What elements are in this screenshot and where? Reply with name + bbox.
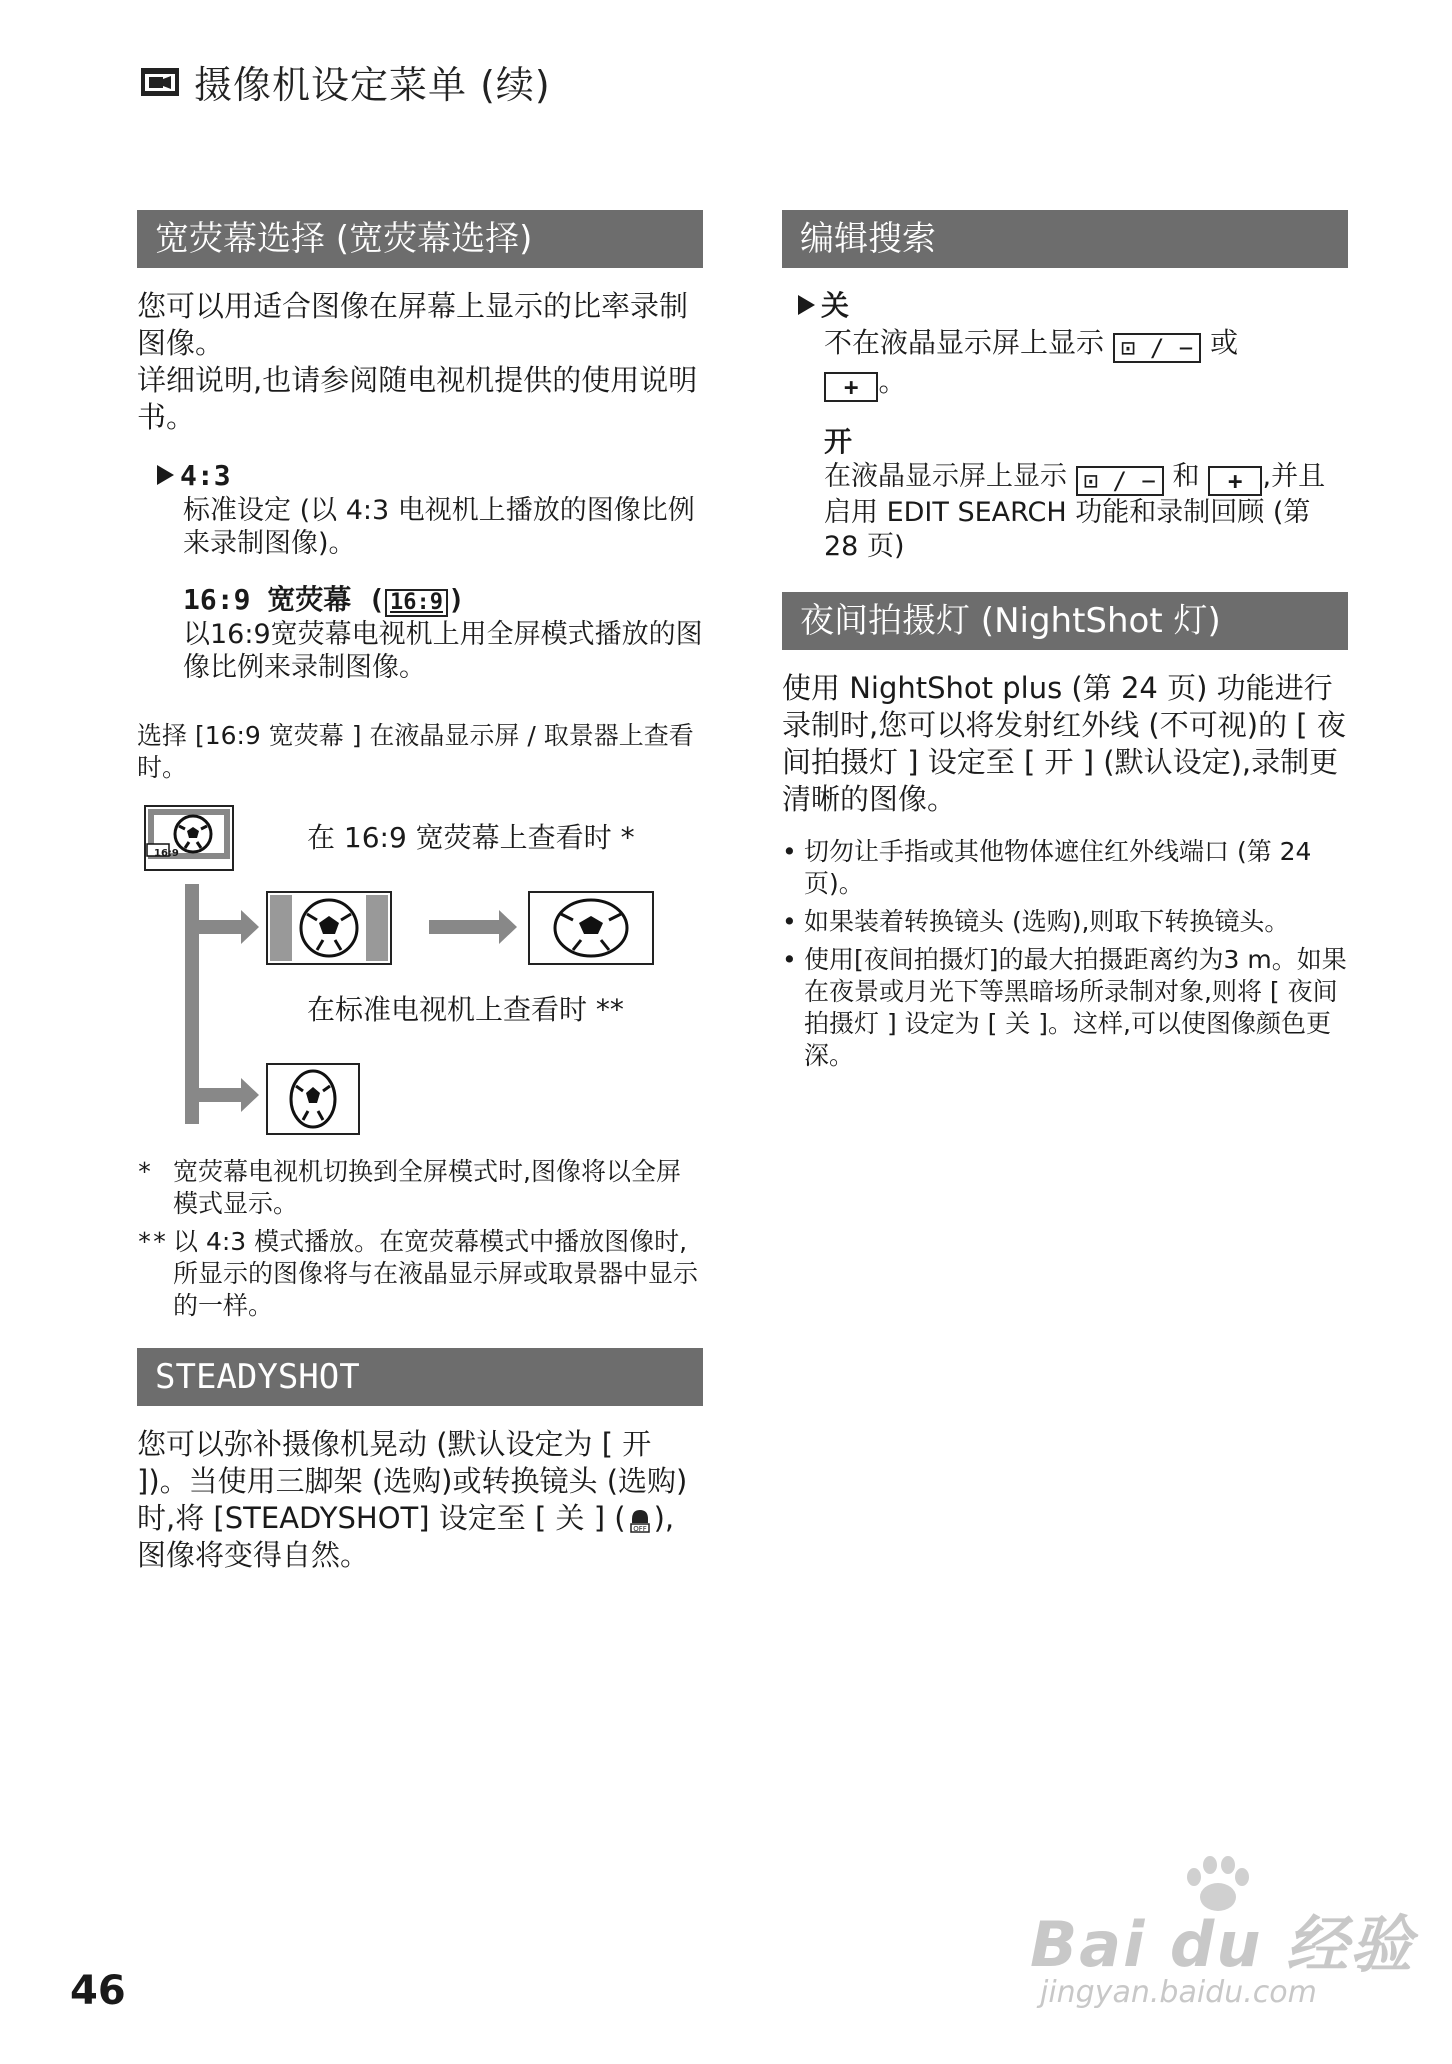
- svg-text:OFF: OFF: [632, 1525, 647, 1533]
- option-16-9-label: 16:9 宽荧幕 (: [183, 583, 386, 616]
- list-item: • 使用[夜间拍摄灯]的最大拍摄距离约为3 m。如果在夜景或月光下等黑暗场所录制对象,则将 [ 夜间拍摄灯 ] 设定为 [ 关 ]。这样,可以使图像颜色更深。: [782, 945, 1347, 1070]
- off-desc-post: 。: [878, 365, 907, 398]
- aspect-diagram: [137, 802, 703, 1142]
- wide-intro-1: 您可以用适合图像在屏幕上显示的比率录制图像。: [137, 289, 689, 360]
- watermark-brand: Bai du 经验: [1030, 1908, 1415, 1981]
- watermark-url: jingyan.baidu.com: [1040, 1975, 1317, 2010]
- list-item: • 如果装着转换镜头 (选购),则取下转换镜头。: [782, 907, 1290, 936]
- on-desc-mid: 和: [1172, 461, 1200, 492]
- footnote: [137, 1226, 703, 1322]
- off-desc-pre: 不在液晶显示屏上显示: [824, 326, 1105, 359]
- steadyshot-off-icon: [626, 1505, 654, 1533]
- wide-intro-2: 详细说明,也请参阅随电视机提供的使用说明书。: [137, 363, 698, 434]
- edit-search-off-desc: [824, 324, 1348, 402]
- page-title: 摄像机设定菜单 (续): [194, 63, 551, 107]
- default-arrow-icon: [157, 465, 174, 485]
- steadyshot-body-post: ),图像将变得自然。: [137, 1501, 675, 1572]
- select-16-9-note: 选择 [16:9 宽荧幕 ] 在液晶显示屏 / 取景器上查看时。: [137, 721, 694, 782]
- option-4-3: [157, 458, 703, 560]
- edit-search-on: [798, 424, 1348, 564]
- edit-search-on-desc: [824, 460, 1348, 564]
- nightshot-body: 使用 NightShot plus (第 24 页) 功能进行录制时,您可以将发射红外线 (不可视)的 [ 夜间拍摄灯 ] 设定至 [ 开 ] (默认设定),录制更清晰的图像。: [782, 671, 1346, 816]
- nightshot-notes: [782, 836, 1348, 1072]
- on-desc-pre: 在液晶显示屏上显示: [824, 461, 1067, 492]
- footnote-mark: *: [137, 1157, 153, 1186]
- footnotes: [137, 1156, 703, 1322]
- default-arrow-icon: [798, 295, 815, 315]
- footnote-text: 宽荧幕电视机切换到全屏模式时,图像将以全屏模式显示。: [173, 1157, 681, 1218]
- page-header: [140, 54, 551, 109]
- list-item-text: 切勿让手指或其他物体遮住红外线端口 (第 24 页)。: [804, 837, 1312, 898]
- tv-16-9-pillarbox-icon: [267, 892, 391, 964]
- on-desc-post: ,并且启用 EDIT SEARCH 功能和录制回顾 (第 28 页): [824, 461, 1326, 562]
- diagram-label-standard: 在标准电视机上查看时 **: [307, 993, 624, 1026]
- footnote: [137, 1156, 703, 1220]
- lcd-screen-icon: [145, 806, 233, 870]
- section-title-nightshot: 夜间拍摄灯 (NightShot 灯): [782, 592, 1348, 650]
- section-title-edit-search: 编辑搜索: [782, 210, 1348, 268]
- tv-16-9-full-icon: [529, 892, 653, 964]
- list-item-text: 如果装着转换镜头 (选购),则取下转换镜头。: [804, 907, 1290, 936]
- diagram-label-wide: 在 16:9 宽荧幕上查看时 *: [307, 821, 635, 854]
- camera-menu-icon: [140, 67, 180, 97]
- option-4-3-desc: 标准设定 (以 4:3 电视机上播放的图像比例来录制图像)。: [183, 495, 695, 559]
- option-16-9: [157, 582, 703, 684]
- lcd-16-9-badge: 16:9: [154, 848, 179, 859]
- list-item: • 切勿让手指或其他物体遮住红外线端口 (第 24 页)。: [782, 836, 1348, 900]
- edit-search-off-label: 关: [821, 289, 850, 322]
- option-16-9-desc: 以16:9宽荧幕电视机上用全屏模式播放的图像比例来录制图像。: [183, 619, 703, 683]
- edit-search-off: [798, 288, 1348, 402]
- section-title-wide-select: 宽荧幕选择 (宽荧幕选择): [137, 210, 703, 268]
- option-16-9-close: ): [448, 583, 465, 616]
- page-number: 46: [70, 1968, 126, 2014]
- edit-search-minus-icon: ⊡ / −: [1076, 466, 1164, 496]
- off-desc-mid: 或: [1210, 326, 1239, 359]
- baidu-watermark: [1030, 1855, 1415, 2035]
- wide-16-9-badge-icon: 16:9: [385, 589, 448, 617]
- section-title-steadyshot: STEADYSHOT: [137, 1348, 703, 1406]
- footnote-text: 以 4:3 模式播放。在宽荧幕模式中播放图像时,所显示的图像将与在液晶显示屏或取景器中显示的一样。: [173, 1227, 699, 1320]
- footnote-mark: **: [137, 1227, 168, 1256]
- tv-4-3-icon: [267, 1064, 359, 1134]
- edit-search-on-label: 开: [824, 425, 853, 458]
- soccer-ball-icon: [175, 816, 211, 852]
- steadyshot-body: [137, 1426, 703, 1574]
- edit-search-plus-icon: +: [1208, 466, 1262, 496]
- right-column: [782, 210, 1348, 1078]
- list-item-text: 使用[夜间拍摄灯]的最大拍摄距离约为3 m。如果在夜景或月光下等黑暗场所录制对象,则将 [ 夜间拍摄灯 ] 设定为 [ 关 ]。这样,可以使图像颜色更深。: [804, 945, 1347, 1070]
- edit-search-minus-icon: ⊡ / −: [1113, 333, 1201, 363]
- option-4-3-label: 4:3: [180, 459, 231, 492]
- left-column: [137, 210, 703, 1574]
- edit-search-plus-icon: +: [824, 372, 878, 402]
- steadyshot-body-pre: 您可以弥补摄像机晃动 (默认设定为 [ 开 ])。当使用三脚架 (选购)或转换镜头 (选购)时,将 [STEADYSHOT] 设定至 [ 关 ] (: [137, 1427, 688, 1535]
